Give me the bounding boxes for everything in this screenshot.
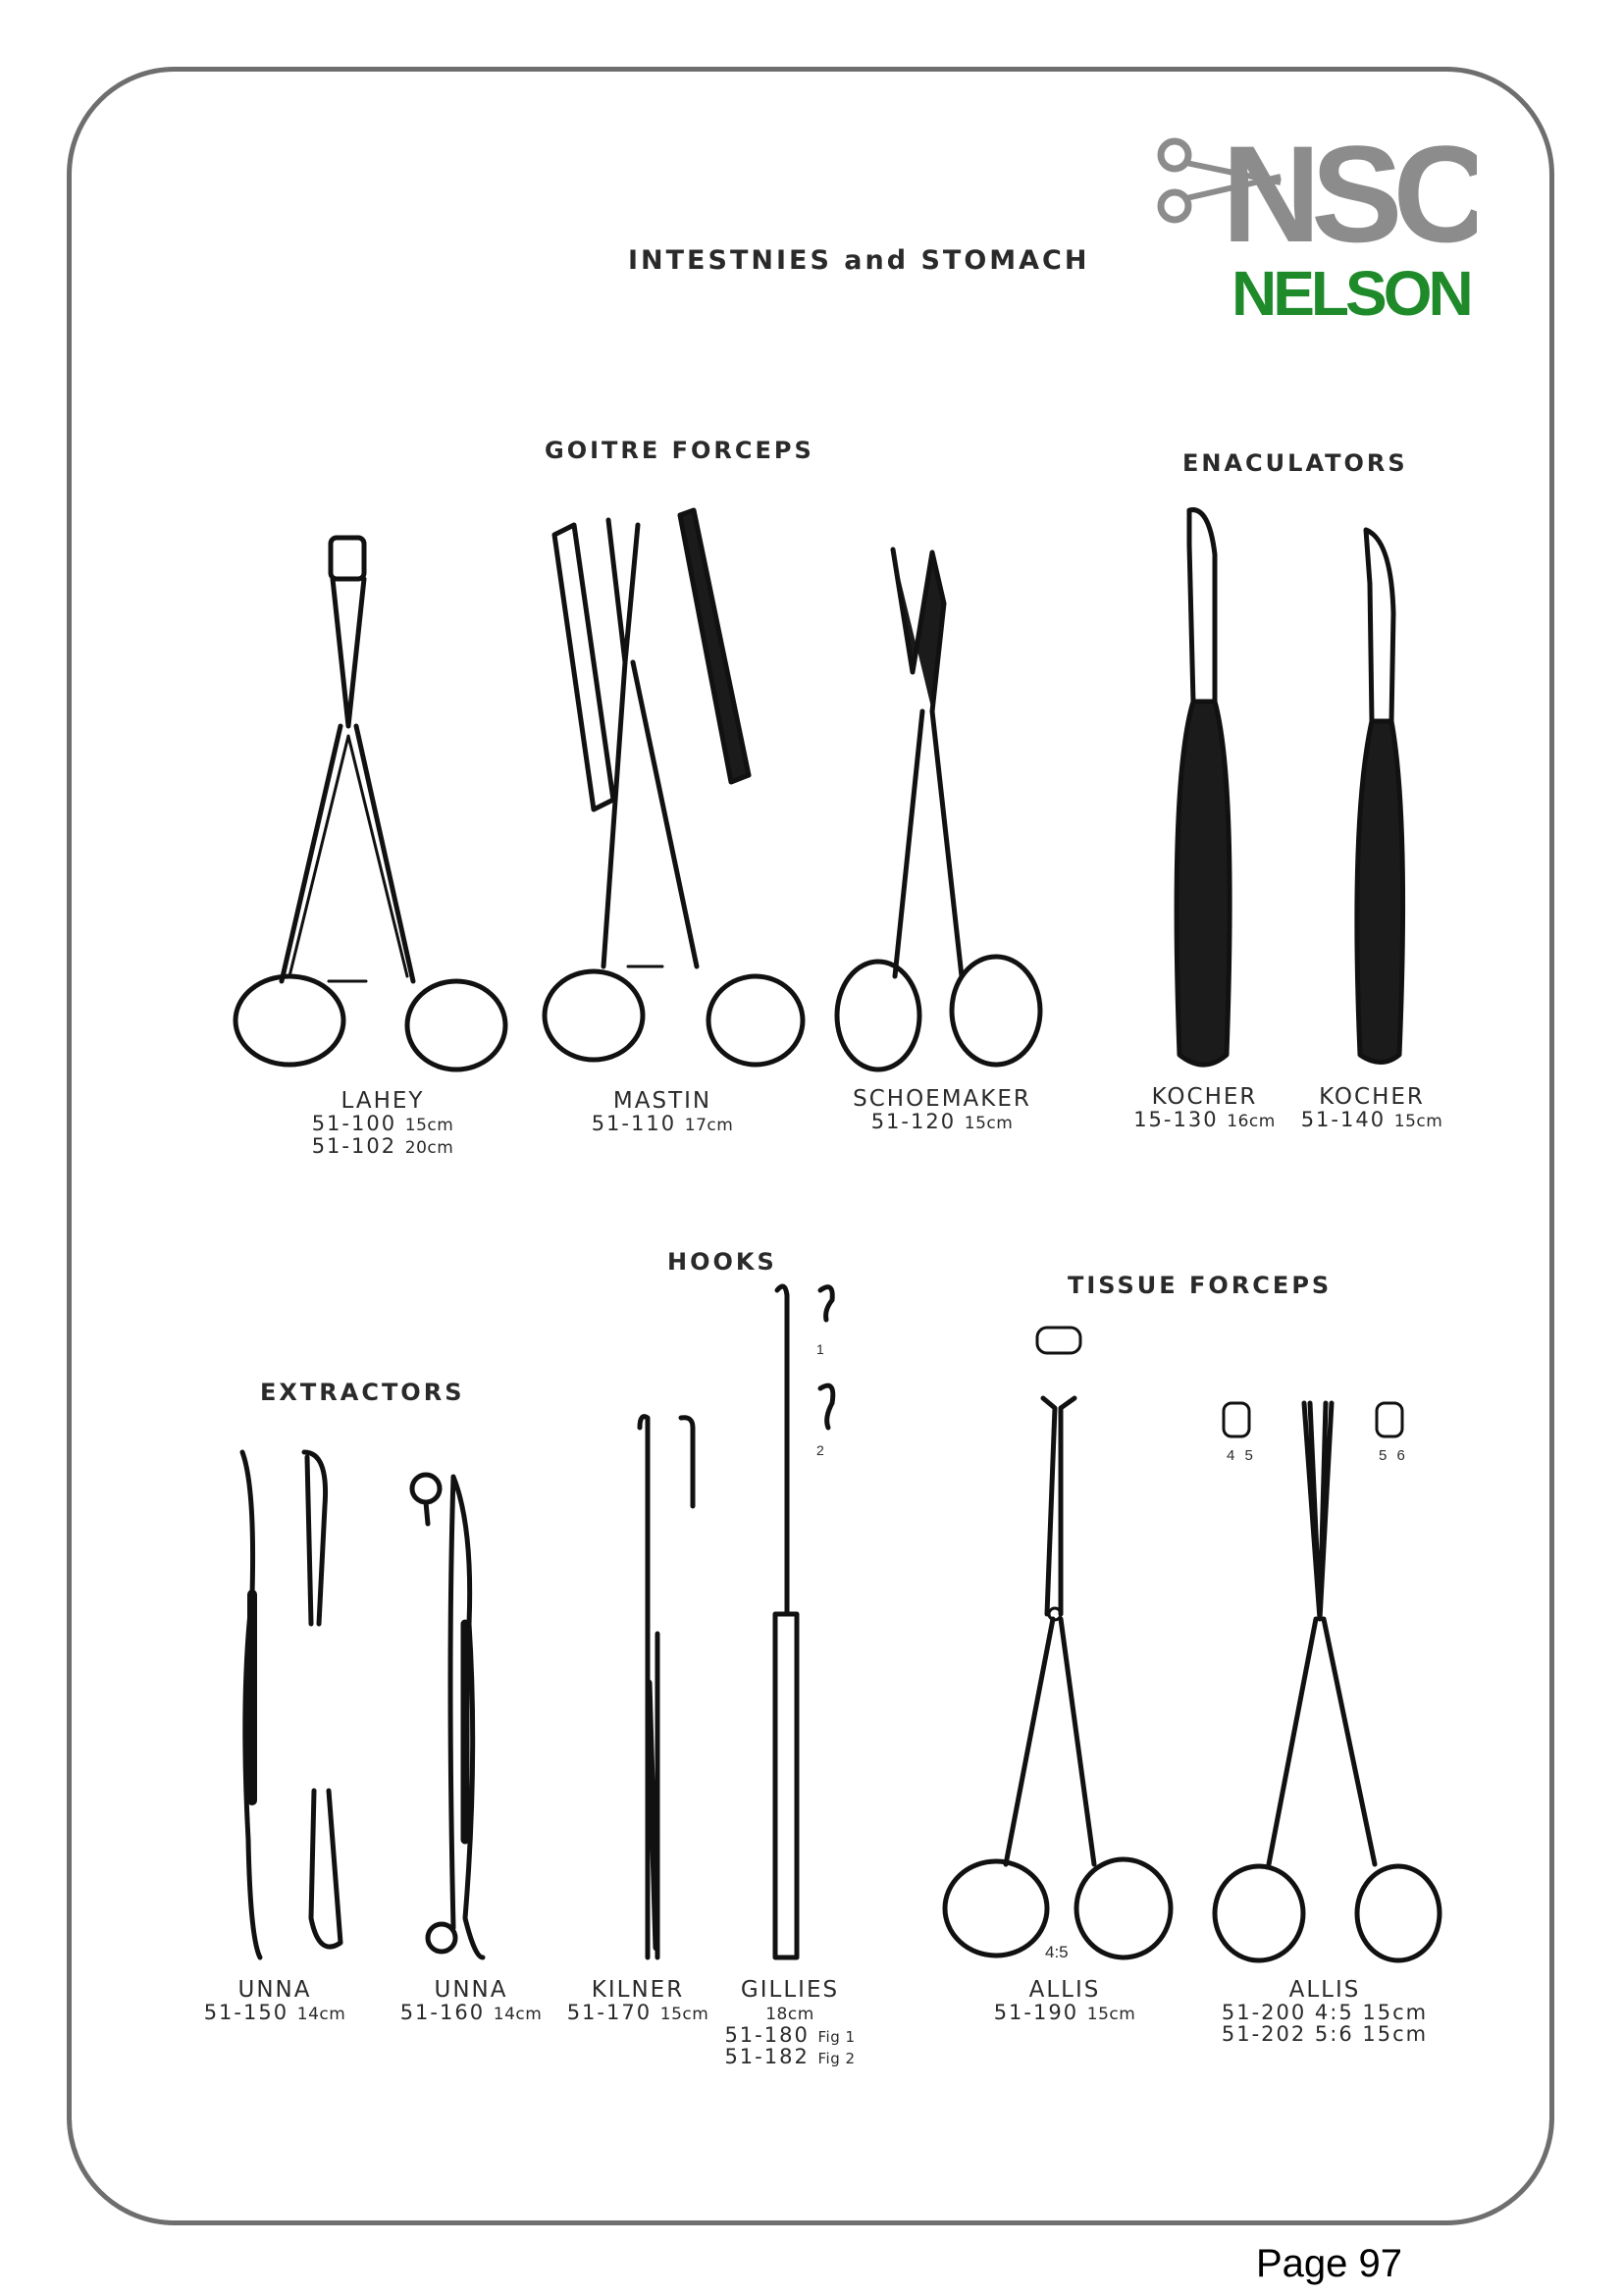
label-schoemaker: SCHOEMAKER 51-120 15cm [853, 1086, 1031, 1134]
hook-fig-2-label: 2 [816, 1442, 824, 1458]
unna-extractor-1-illustration [231, 1447, 358, 1967]
label-gillies: GILLIES 18cm 51-180 Fig 1 51-182 Fig 2 [724, 1977, 856, 2069]
heading-enaculators: ENACULATORS [1182, 449, 1408, 477]
kocher-enaculator-1-illustration [1150, 505, 1258, 1074]
label-unna-1: UNNA 51-150 14cm [203, 1977, 346, 2025]
allis-1-ratio-label: 4:5 [1045, 1943, 1069, 1961]
svg-text:NSC: NSC [1222, 126, 1477, 253]
page-title: INTESTNIES and STOMACH [628, 245, 1090, 276]
allis-forceps-2-illustration [1212, 1393, 1438, 1982]
heading-tissue-forceps: TISSUE FORCEPS [1068, 1272, 1333, 1299]
label-mastin: MASTIN 51-110 17cm [591, 1088, 734, 1136]
kocher-enaculator-2-illustration [1333, 525, 1431, 1074]
tip-56-label: 5 6 [1379, 1447, 1408, 1464]
heading-hooks: HOOKS [667, 1248, 777, 1276]
label-lahey: LAHEY 51-100 15cm 51-102 20cm [311, 1088, 454, 1158]
mastin-forceps-illustration [535, 505, 810, 1074]
heading-goitre-forceps: GOITRE FORCEPS [545, 437, 814, 464]
label-allis-1: ALLIS 51-190 15cm [993, 1977, 1136, 2025]
scissors-logo-icon [1153, 126, 1477, 253]
label-kocher-2: KOCHER 51-140 15cm [1300, 1084, 1443, 1132]
kilner-hook-illustration [618, 1408, 707, 1957]
label-kocher-1: KOCHER 15-130 16cm [1133, 1084, 1276, 1132]
lahey-forceps-illustration [231, 530, 515, 1079]
nsc-logo [1153, 126, 1477, 258]
allis-forceps-1-illustration [937, 1320, 1182, 1977]
unna-extractor-2-illustration [404, 1467, 493, 1967]
heading-extractors: EXTRACTORS [260, 1379, 465, 1406]
page-number: Page 97 [1256, 2242, 1403, 2285]
gillies-hook-illustration [756, 1280, 854, 1967]
schoemaker-forceps-illustration [834, 545, 1045, 1074]
nelson-logo-text: NELSON [1231, 258, 1470, 329]
label-kilner: KILNER 51-170 15cm [566, 1977, 709, 2025]
label-allis-2: ALLIS 51-200 4:5 15cm 51-202 5:6 15cm [1221, 1977, 1429, 2047]
hook-fig-1-label: 1 [816, 1341, 824, 1357]
tip-45-label: 4 5 [1227, 1447, 1256, 1464]
label-unna-2: UNNA 51-160 14cm [399, 1977, 543, 2025]
